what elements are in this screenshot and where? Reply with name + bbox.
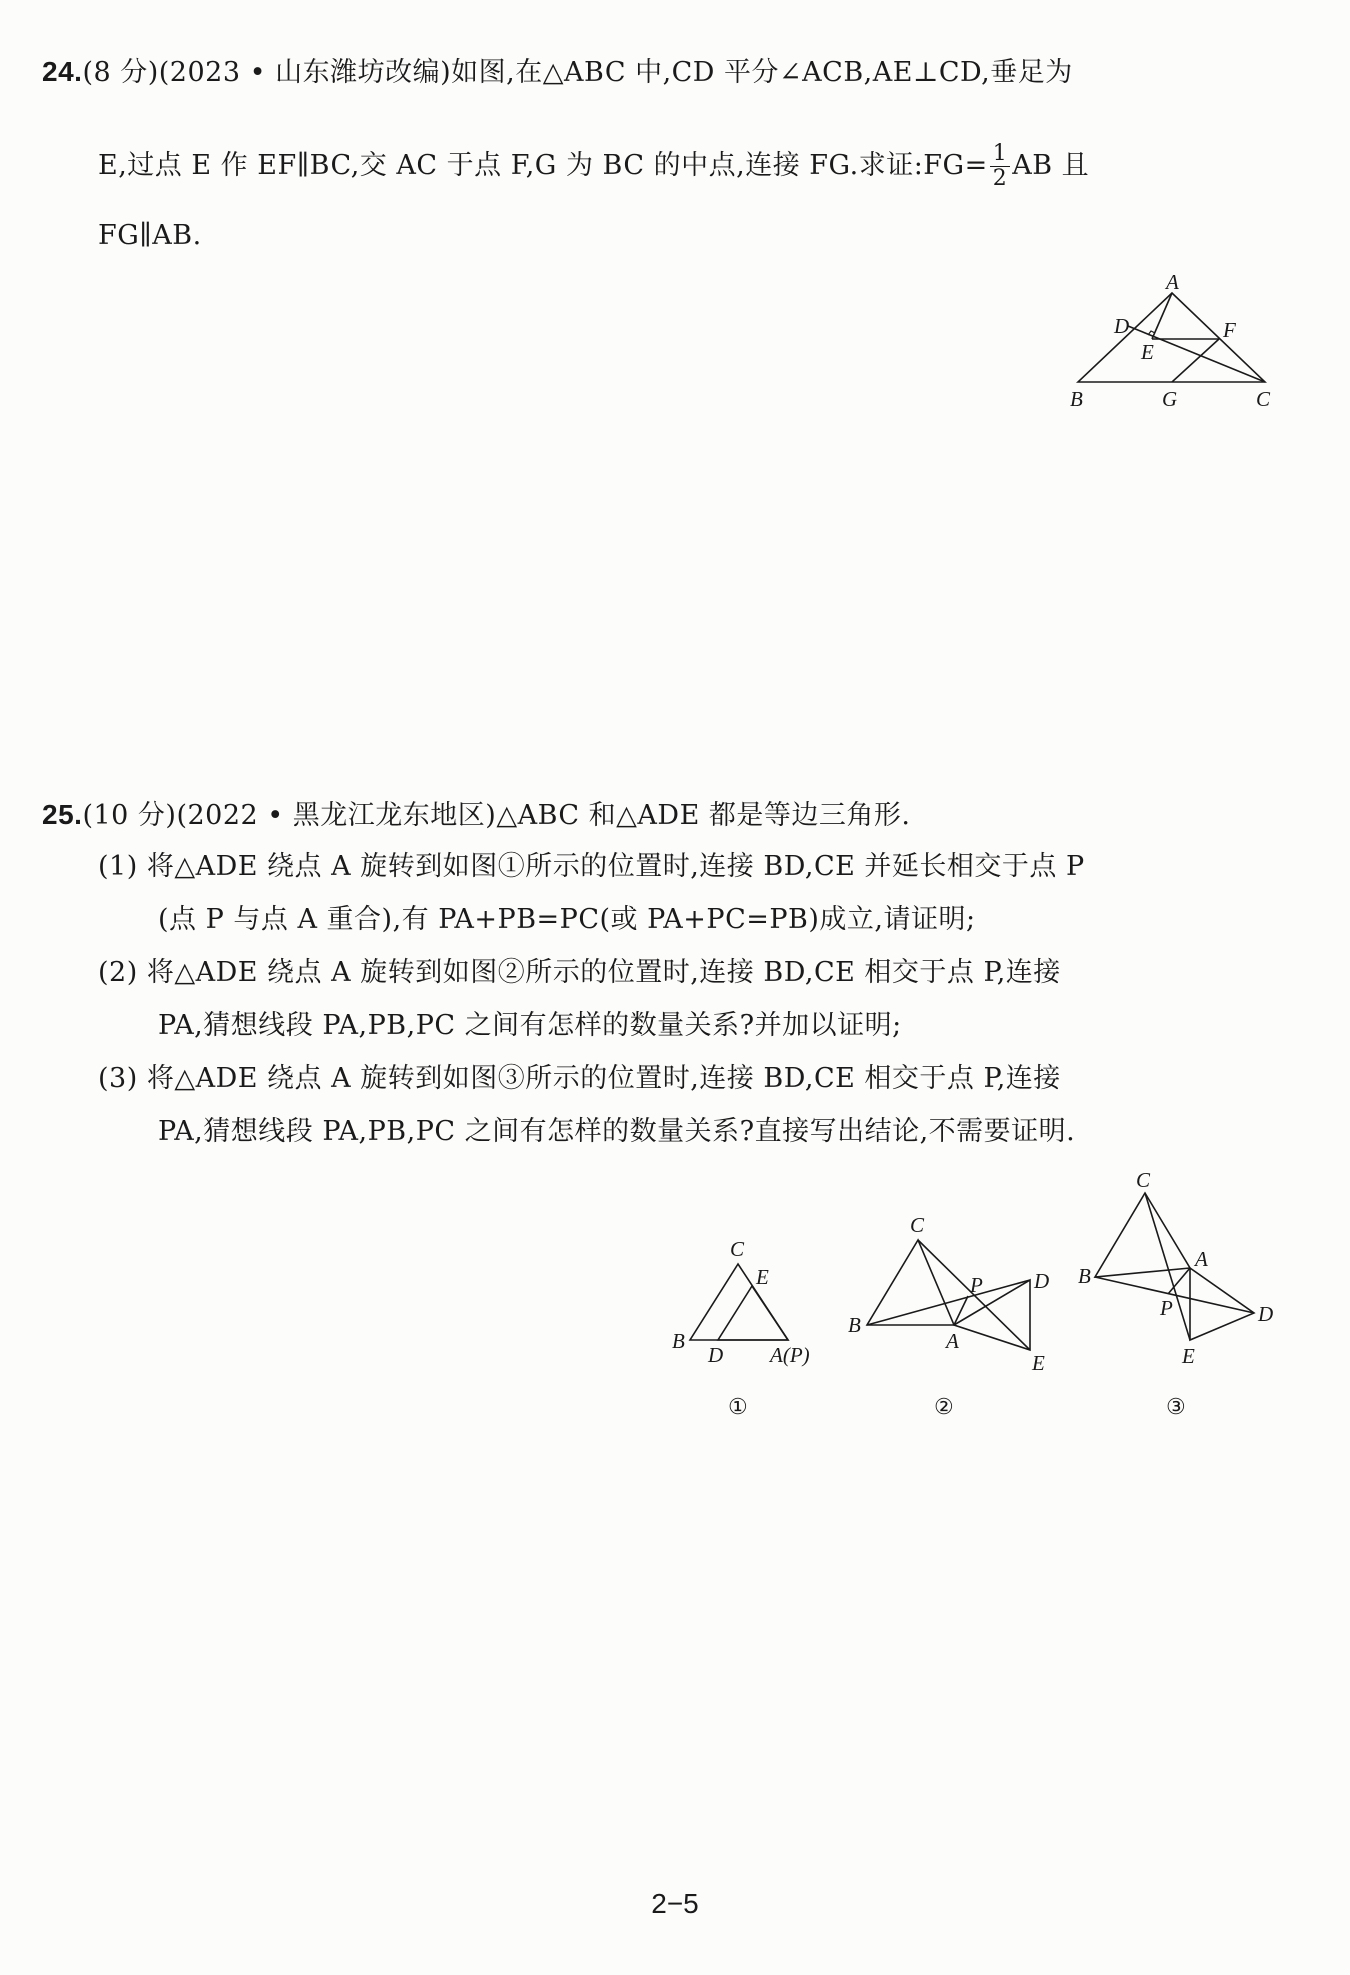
label-g: G bbox=[1162, 387, 1178, 411]
triangle-ade-3 bbox=[1190, 1268, 1254, 1340]
segment-ae bbox=[1152, 293, 1172, 339]
fraction-half bbox=[990, 142, 1011, 191]
label-d: D bbox=[1114, 314, 1130, 338]
fig2-label-a: A bbox=[946, 1329, 959, 1353]
q24-line-2 bbox=[98, 142, 1089, 191]
q25-part3-line1: (3) 将△ADE 绕点 A 旋转到如图③所示的位置时,连接 BD,CE 相交于点 P,连接 bbox=[98, 1063, 1061, 1094]
q25-figure-1 bbox=[662, 1220, 842, 1430]
label-f: F bbox=[1223, 318, 1236, 342]
page-number: 2−5 bbox=[651, 1888, 699, 1919]
triangle-abc bbox=[1078, 293, 1265, 382]
q24-text-3: FG∥AB. bbox=[98, 220, 202, 251]
q24-text-2: E,过点 E 作 EF∥BC,交 AC 于点 F,G 为 BC 的中点,连接 FG.求证:FG= bbox=[98, 150, 988, 181]
fig1-label-e: E bbox=[756, 1265, 769, 1289]
fig1-label-ap: A(P) bbox=[770, 1343, 810, 1367]
q25-figure-2 bbox=[842, 1200, 1052, 1430]
triangle-abc-1 bbox=[690, 1264, 788, 1340]
q25-part1-line1: (1) 将△ADE 绕点 A 旋转到如图①所示的位置时,连接 BD,CE 并延长相交于点 P bbox=[98, 851, 1085, 882]
fig3-caption: ③ bbox=[1166, 1394, 1186, 1419]
q25-part1-line2: (点 P 与点 A 重合),有 PA+PB=PC(或 PA+PC=PB)成立,请证明; bbox=[158, 904, 976, 935]
q24-line-3 bbox=[98, 216, 202, 256]
q24-number: 24. bbox=[42, 56, 83, 87]
q24-line-1 bbox=[42, 52, 1073, 93]
q24-figure bbox=[1060, 265, 1280, 415]
q25-figure-3 bbox=[1070, 1165, 1290, 1430]
label-e: E bbox=[1141, 340, 1154, 364]
fig3-label-e: E bbox=[1182, 1344, 1195, 1368]
fraction-denominator: 2 bbox=[992, 166, 1008, 191]
q25-part2-line1: (2) 将△ADE 绕点 A 旋转到如图②所示的位置时,连接 BD,CE 相交于点 P,连接 bbox=[98, 957, 1061, 988]
label-b: B bbox=[1070, 387, 1083, 411]
fig3-label-p: P bbox=[1160, 1296, 1173, 1320]
fig2-label-p: P bbox=[970, 1273, 983, 1297]
fig2-label-e: E bbox=[1032, 1351, 1045, 1375]
label-c: C bbox=[1256, 387, 1271, 411]
q25-part2-line2: PA,猜想线段 PA,PB,PC 之间有怎样的数量关系?并加以证明; bbox=[158, 1010, 902, 1041]
fig3-label-d: D bbox=[1258, 1302, 1274, 1326]
fig1-label-c: C bbox=[730, 1237, 745, 1261]
fraction-numerator: 1 bbox=[990, 142, 1011, 167]
fig2-label-c: C bbox=[910, 1213, 925, 1237]
triangle-ade-1 bbox=[718, 1286, 788, 1340]
fig1-label-d: D bbox=[708, 1343, 724, 1367]
fig2-label-b: B bbox=[848, 1313, 861, 1337]
triangle-abc-3 bbox=[1095, 1193, 1190, 1277]
q25-intro: (10 分)(2022 • 黑龙江龙东地区)△ABC 和△ADE 都是等边三角形. bbox=[82, 800, 911, 831]
fig1-caption: ① bbox=[728, 1394, 748, 1419]
fig2-label-d: D bbox=[1034, 1269, 1050, 1293]
q25-number: 25. bbox=[42, 799, 83, 830]
q24-text-2b: AB 且 bbox=[1012, 150, 1090, 181]
segment-bd-3 bbox=[1095, 1277, 1254, 1313]
q25-part3-line2: PA,猜想线段 PA,PB,PC 之间有怎样的数量关系?直接写出结论,不需要证明. bbox=[158, 1116, 1076, 1147]
fig3-label-b: B bbox=[1078, 1264, 1091, 1288]
segment-bd bbox=[867, 1280, 1030, 1325]
fig3-label-c: C bbox=[1136, 1168, 1151, 1192]
q24-text-1: (8 分)(2023 • 山东潍坊改编)如图,在△ABC 中,CD 平分∠ACB,AE⊥CD,垂足为 bbox=[82, 57, 1073, 88]
fig1-label-b: B bbox=[672, 1329, 685, 1353]
fig3-label-a: A bbox=[1195, 1247, 1208, 1271]
fig2-caption: ② bbox=[934, 1394, 954, 1419]
label-a: A bbox=[1166, 270, 1179, 294]
q25-line-intro bbox=[42, 795, 910, 836]
